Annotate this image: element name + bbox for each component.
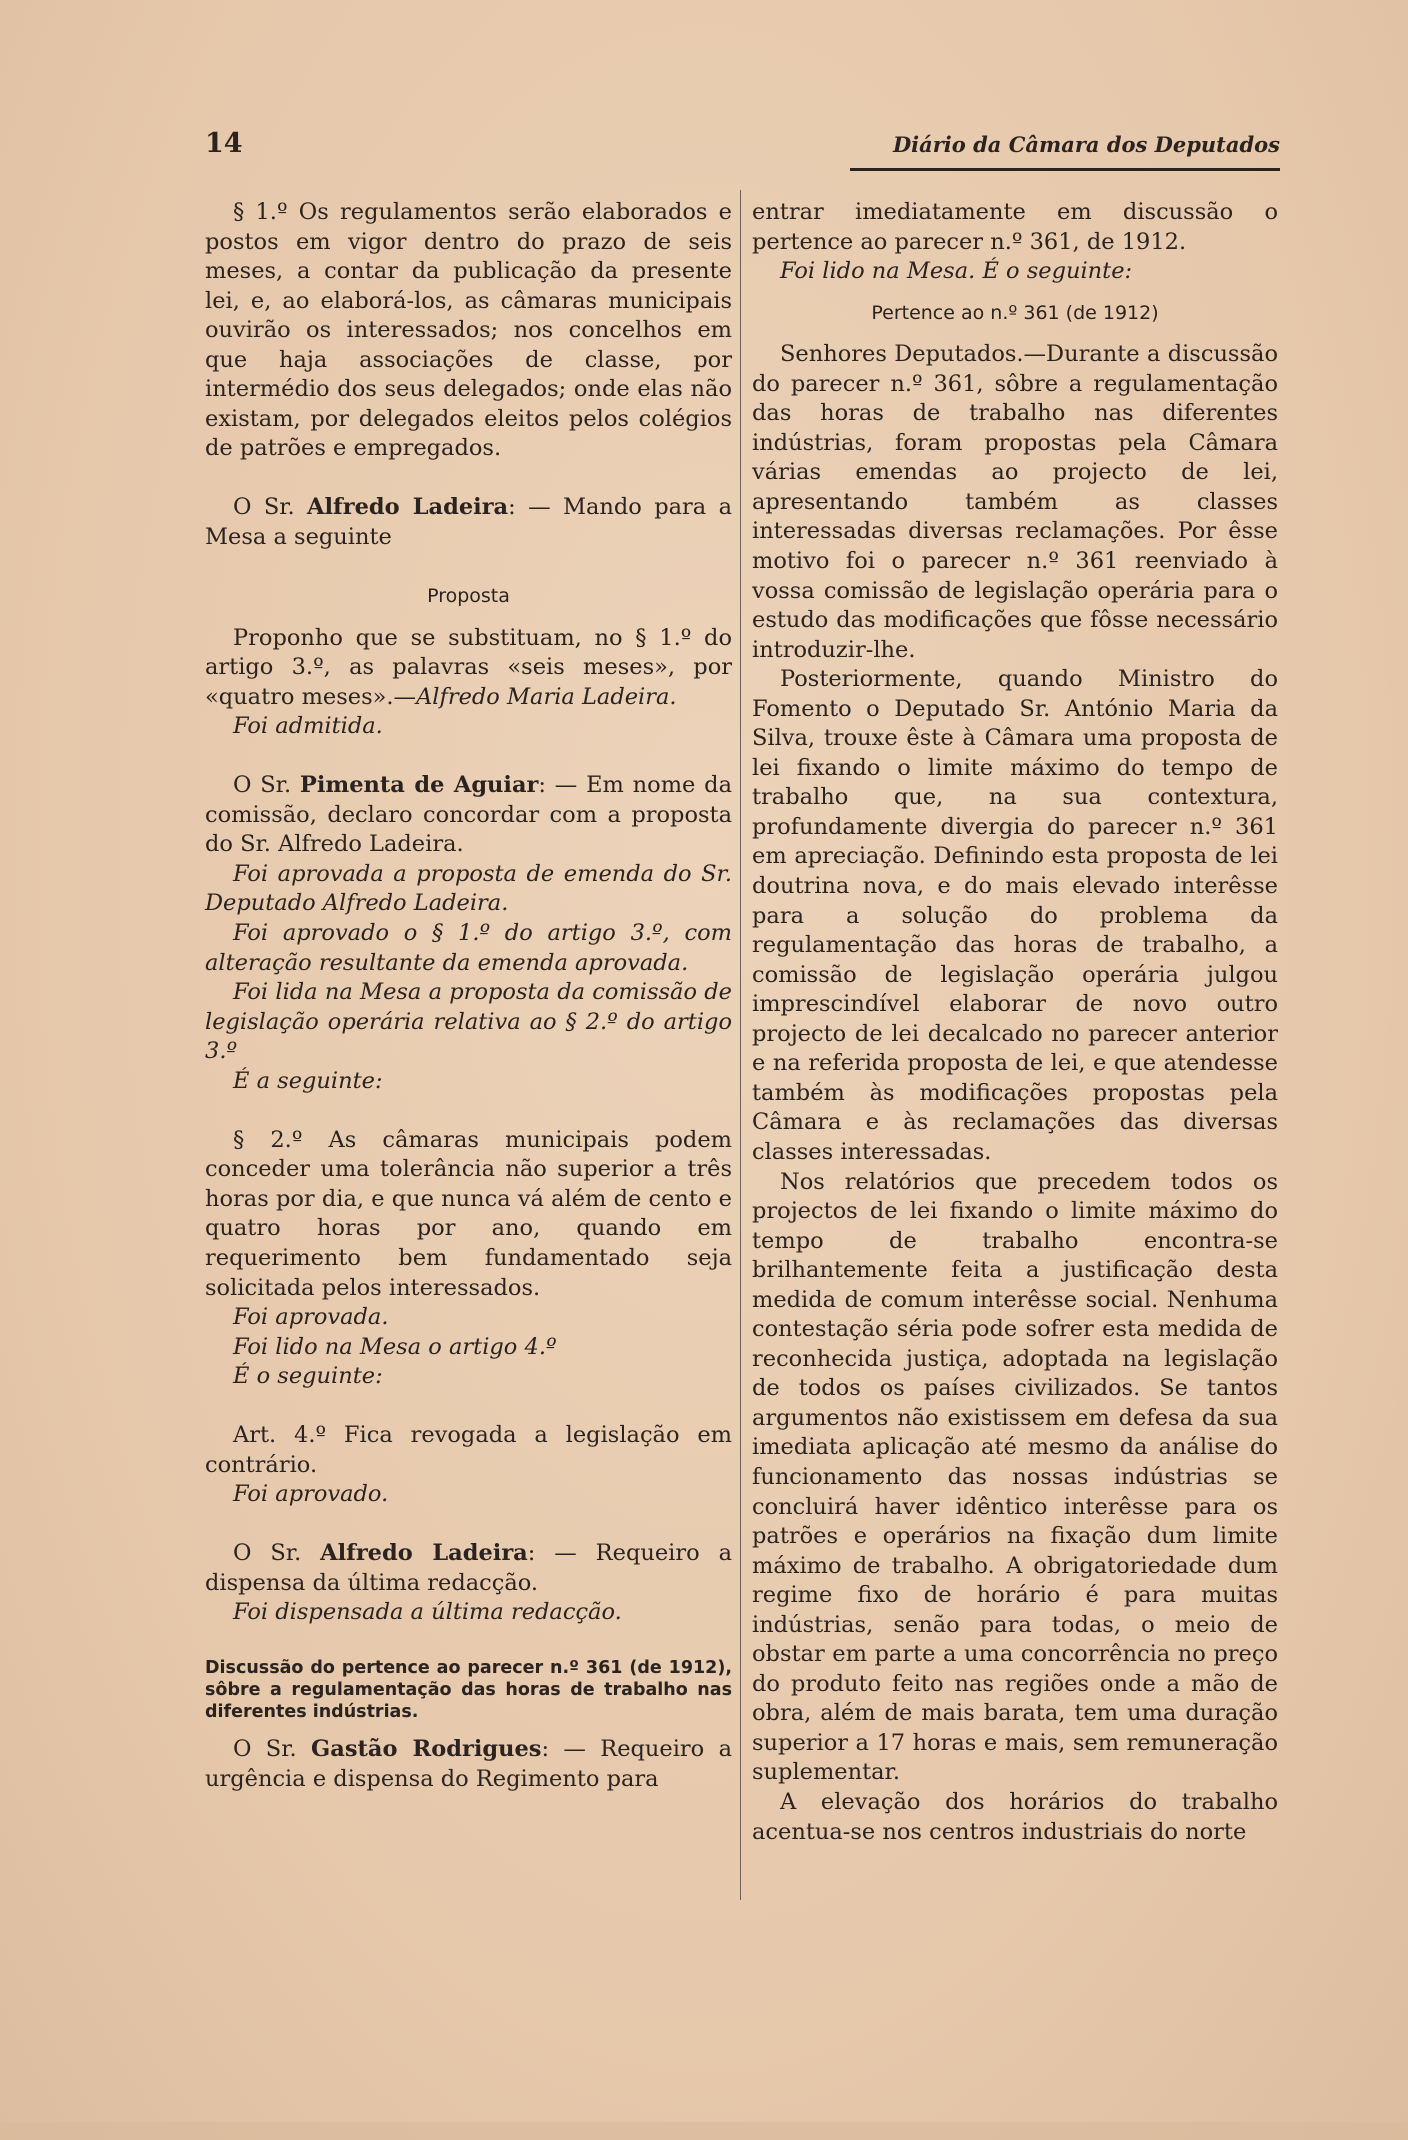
speech-alfredo-ladeira <box>205 493 732 552</box>
speech-gastao-rodrigues <box>205 1735 732 1794</box>
speaker-name: Pimenta de Aguiar <box>299 772 539 799</box>
note-e-o-seguinte: É o seguinte: <box>233 1363 383 1390</box>
note-artigo-aprovado: Foi aprovado o § 1.º do artigo 3.º, com alteração resultante da emenda aprovada. <box>205 919 732 976</box>
note-aprovado: Foi aprovado. <box>233 1481 389 1508</box>
note-admitida: Foi admitida. <box>233 713 383 740</box>
speech-text: : — Mando para a Mesa a seguinte <box>205 494 732 550</box>
speaker-name: Gastão Rodrigues <box>311 1736 542 1763</box>
paragraph-elevacao: A elevação dos horários do trabalho acentua-se nos centros industriais do norte <box>752 1788 1278 1845</box>
left-column <box>205 198 732 1795</box>
speaker-title: O Sr. <box>233 494 295 521</box>
speaker-name: Alfredo Ladeira <box>307 494 509 521</box>
article-4: Art. 4.º Fica revogada a legislação em contrário. <box>205 1422 732 1478</box>
proposta-body: Proponho que se substituam, no § 1.º do artigo 3.º, as palavras «seis meses», por «quatro meses».— <box>205 624 732 710</box>
speaker-title: O Sr. <box>233 1540 302 1567</box>
page-header <box>205 128 1280 168</box>
paragraph-relatorios: Nos relatórios que precedem todos os projectos de lei fixando o limite máximo do tempo de trabalho encontra-se brilhantemente feita a justificação desta medida de comum interêsse social. Nenhuma contestação séria pode sofrer esta medida de reconhecida justiça, adoptada na legislação de todos os países civilizados. Se tantos argumentos não existissem em defesa da sua imediata aplicação até mesmo da análise do funcionamento das nossas indústrias se concluirá haver idêntico interêsse para os patrões e operários na fixação dum limite máximo de trabalho. A obrigatoriedade dum regime fixo de horário é para muitas indústrias, senão para todas, o meio de obstar em parte a uma concorrência no preço do produto feito nas regiões onde a mão de obra, além de mais barata, tem uma duração superior a 17 horas e mais, sem remuneração suplementar. <box>752 1168 1278 1786</box>
page-bottom-edge <box>0 2122 1408 2140</box>
note-dispensada: Foi dispensada a última redacção. <box>233 1599 622 1626</box>
paragraph-continuation: entrar imediatamente em discussão o pertence ao parecer n.º 361, de 1912. <box>752 199 1278 255</box>
speech-text: : — Requeiro a dispensa da última redacção. <box>205 1540 732 1596</box>
paragraph-tolerancia: § 2.º As câmaras municipais podem conceder uma tolerância não superior a três horas por dia, e que nunca vá além de cento e quatro horas por ano, quando em requerimento bem fundamentado seja solicitada pelos interessados. <box>205 1126 732 1301</box>
paragraph-regulations: § 1.º Os regulamentos serão elaborados e postos em vigor dentro do prazo de seis meses, a contar da publicação da presente lei, e, ao elaborá-los, as câmaras municipais ouvirão os interessados; nos concelhos em que haja associações de classe, por intermédio dos seus delegados; onde elas não existam, por delegados eleitos pelos colégios de patrões e empregados. <box>205 199 732 462</box>
proposta-signature: Alfredo Maria Ladeira. <box>416 683 677 710</box>
right-column <box>752 198 1278 1847</box>
note-artigo-lido: Foi lido na Mesa o artigo 4.º <box>233 1333 557 1360</box>
note-e-a-seguinte: É a seguinte: <box>233 1067 383 1094</box>
pertence-heading: Pertence ao n.º 361 (de 1912) <box>871 301 1159 324</box>
paragraph-posteriormente: Posteriormente, quando Ministro do Fomento o Deputado Sr. António Maria da Silva, trouxe êste à Câmara uma proposta de lei fixando o limite máximo do tempo de trabalho que, na sua contextura, profundamente divergia do parecer n.º 361 em apreciação. Definindo esta proposta de lei doutrina nova, e do mais elevado interêsse para a solução do problema da regulamentação das horas de trabalho, a comissão de legislação operária julgou imprescindível elaborar de novo outro projecto de lei decalcado no parecer anterior e na referida proposta de lei, e que atendesse também às modificações propostas pela Câmara e às reclamações das diversas classes interessadas. <box>752 666 1278 1165</box>
section-heading: Discussão do pertence ao parecer n.º 361 (de 1912), sôbre a regulamentação das horas de trabalho nas diferentes indústrias. <box>205 1658 732 1723</box>
note-lido-na-mesa: Foi lido na Mesa. É o seguinte: <box>780 258 1133 285</box>
note-aprovada: Foi aprovada. <box>233 1304 389 1331</box>
journal-title: Diário da Câmara dos Deputados <box>892 132 1280 157</box>
speaker-title: O Sr. <box>233 1736 297 1763</box>
page-number: 14 <box>205 128 243 159</box>
paragraph-senhores-deputados: Senhores Deputados.—Durante a discussão do parecer n.º 361, sôbre a regulamentação das horas de trabalho nas diferentes indústrias, foram propostas pela Câmara várias emendas ao projecto de lei, apresentando também as classes interessadas diversas reclamações. Por êsse motivo foi o parecer n.º 361 reenviado à vossa comissão de legislação operária para o estudo das modificações que fôsse necessário introduzir-lhe. <box>752 341 1278 663</box>
speech-alfredo-ladeira-2 <box>205 1539 732 1598</box>
speech-text: : — Requeiro a urgência e dispensa do Regimento para <box>205 1736 733 1793</box>
speech-text: : — Em nome da comissão, declaro concordar com a proposta do Sr. Alfredo Ladeira. <box>205 772 732 858</box>
speech-pimenta-de-aguiar <box>205 771 732 860</box>
column-divider <box>740 190 741 1900</box>
note-emenda-aprovada: Foi aprovada a proposta de emenda do Sr. Deputado Alfredo Ladeira. <box>205 860 732 917</box>
speaker-name: Alfredo Ladeira <box>320 1540 528 1567</box>
header-rule <box>850 168 1280 171</box>
note-proposta-lida: Foi lida na Mesa a proposta da comissão de legislação operária relativa ao § 2.º do artigo 3.º <box>205 979 732 1065</box>
speaker-title: O Sr. <box>233 772 292 799</box>
proposta-heading: Proposta <box>427 585 510 608</box>
proposta-text <box>205 624 732 713</box>
